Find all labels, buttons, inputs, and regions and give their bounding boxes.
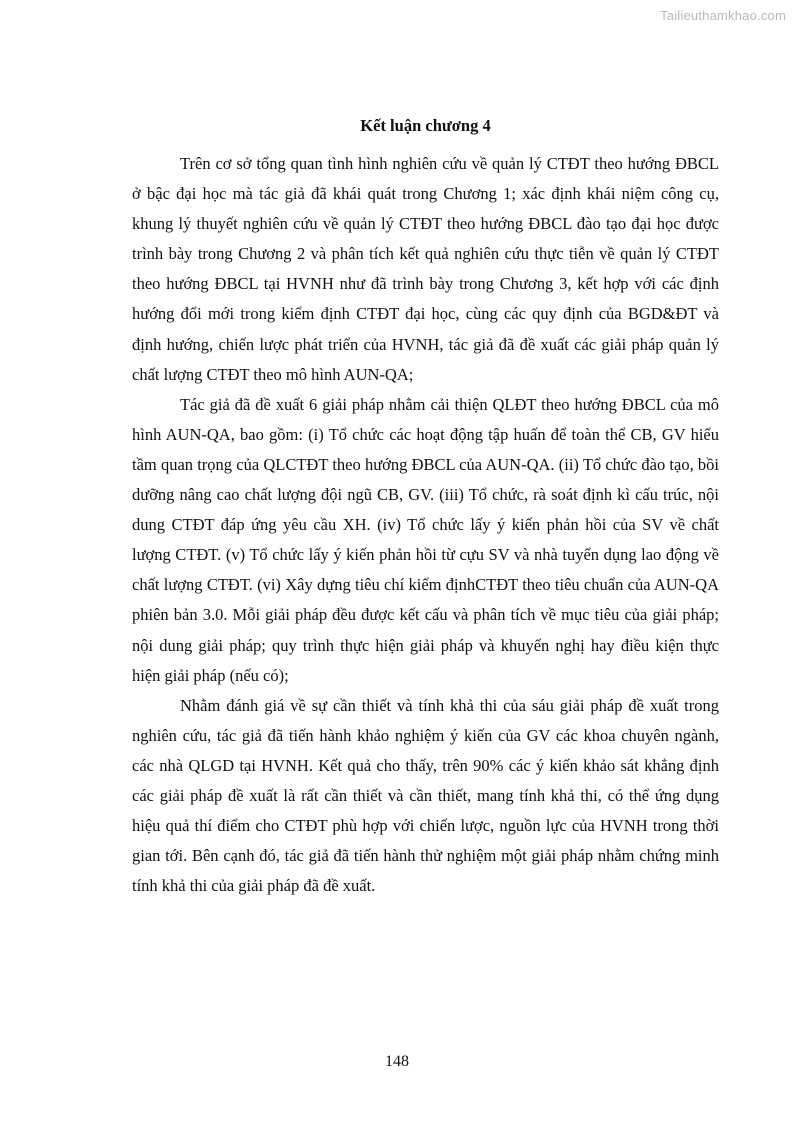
page-number: 148 xyxy=(385,1053,409,1070)
watermark-text: Tailieuthamkhao.com xyxy=(660,8,786,23)
paragraph-overview: Trên cơ sở tổng quan tình hình nghiên cứu về quản lý CTĐT theo hướng ĐBCL ở bậc đại học mà tác giả đã khái quát trong Chương 1; xác định khái niệm công cụ, khung lý thuyết nghiên cứu về quản lý CTĐT theo hướng ĐBCL đào tạo đại học được trình bày trong Chương 2 và phân tích kết quả nghiên cứu thực tiễn về quản lý CTĐT theo hướng ĐBCL tại HVNH như đã trình bày trong Chương 3, kết hợp với các định hướng đổi mới trong kiểm định CTĐT đại học, cùng các quy định của BGD&ĐT và định hướng, chiến lược phát triển của HVNH, tác giả đã đề xuất các giải pháp quản lý chất lượng CTĐT theo mô hình AUN-QA; xyxy=(132,154,719,384)
document-body xyxy=(132,113,719,901)
chapter-conclusion-title: Kết luận chương 4 xyxy=(360,116,491,135)
paragraph-evaluation: Nhằm đánh giá về sự cần thiết và tính khả thi của sáu giải pháp đề xuất trong nghiên cứu, tác giả đã tiến hành khảo nghiệm ý kiến của GV các khoa chuyên ngành, các nhà QLGD tại HVNH. Kết quả cho thấy, trên 90% các ý kiến khảo sát khẳng định các giải pháp đề xuất là rất cần thiết và cần thiết, mang tính khả thi, có thể ứng dụng hiệu quả thí điểm cho CTĐT phù hợp với chiến lược, nguồn lực của HVNH trong thời gian tới. Bên cạnh đó, tác giả đã tiến hành thử nghiệm một giải pháp nhằm chứng minh tính khả thi của giải pháp đã đề xuất. xyxy=(132,695,719,896)
paragraph-solutions: Tác giả đã đề xuất 6 giải pháp nhằm cải thiện QLĐT theo hướng ĐBCL của mô hình AUN-QA, bao gồm: (i) Tổ chức các hoạt động tập huấn để toàn thể CB, GV hiểu tầm quan trọng của QLCTĐT theo hướng ĐBCL của AUN-QA. (ii) Tổ chức đào tạo, bồi dưỡng nâng cao chất lượng đội ngũ CB, GV. (iii) Tổ chức, rà soát định kì cấu trúc, nội dung CTĐT đáp ứng yêu cầu XH. (iv) Tổ chức lấy ý kiến phản hồi của SV về chất lượng CTĐT. (v) Tổ chức lấy ý kiến phản hồi từ cựu SV và nhà tuyển dụng lao động về chất lượng CTĐT. (vi) Xây dựng tiêu chí kiểm địnhCTĐT theo tiêu chuẩn của AUN-QA phiên bản 3.0. Mỗi giải pháp đều được kết cấu và phân tích về mục tiêu của giải pháp; nội dung giải pháp; quy trình thực hiện giải pháp và khuyến nghị hay điều kiện thực hiện giải pháp (nếu có); xyxy=(132,394,719,685)
